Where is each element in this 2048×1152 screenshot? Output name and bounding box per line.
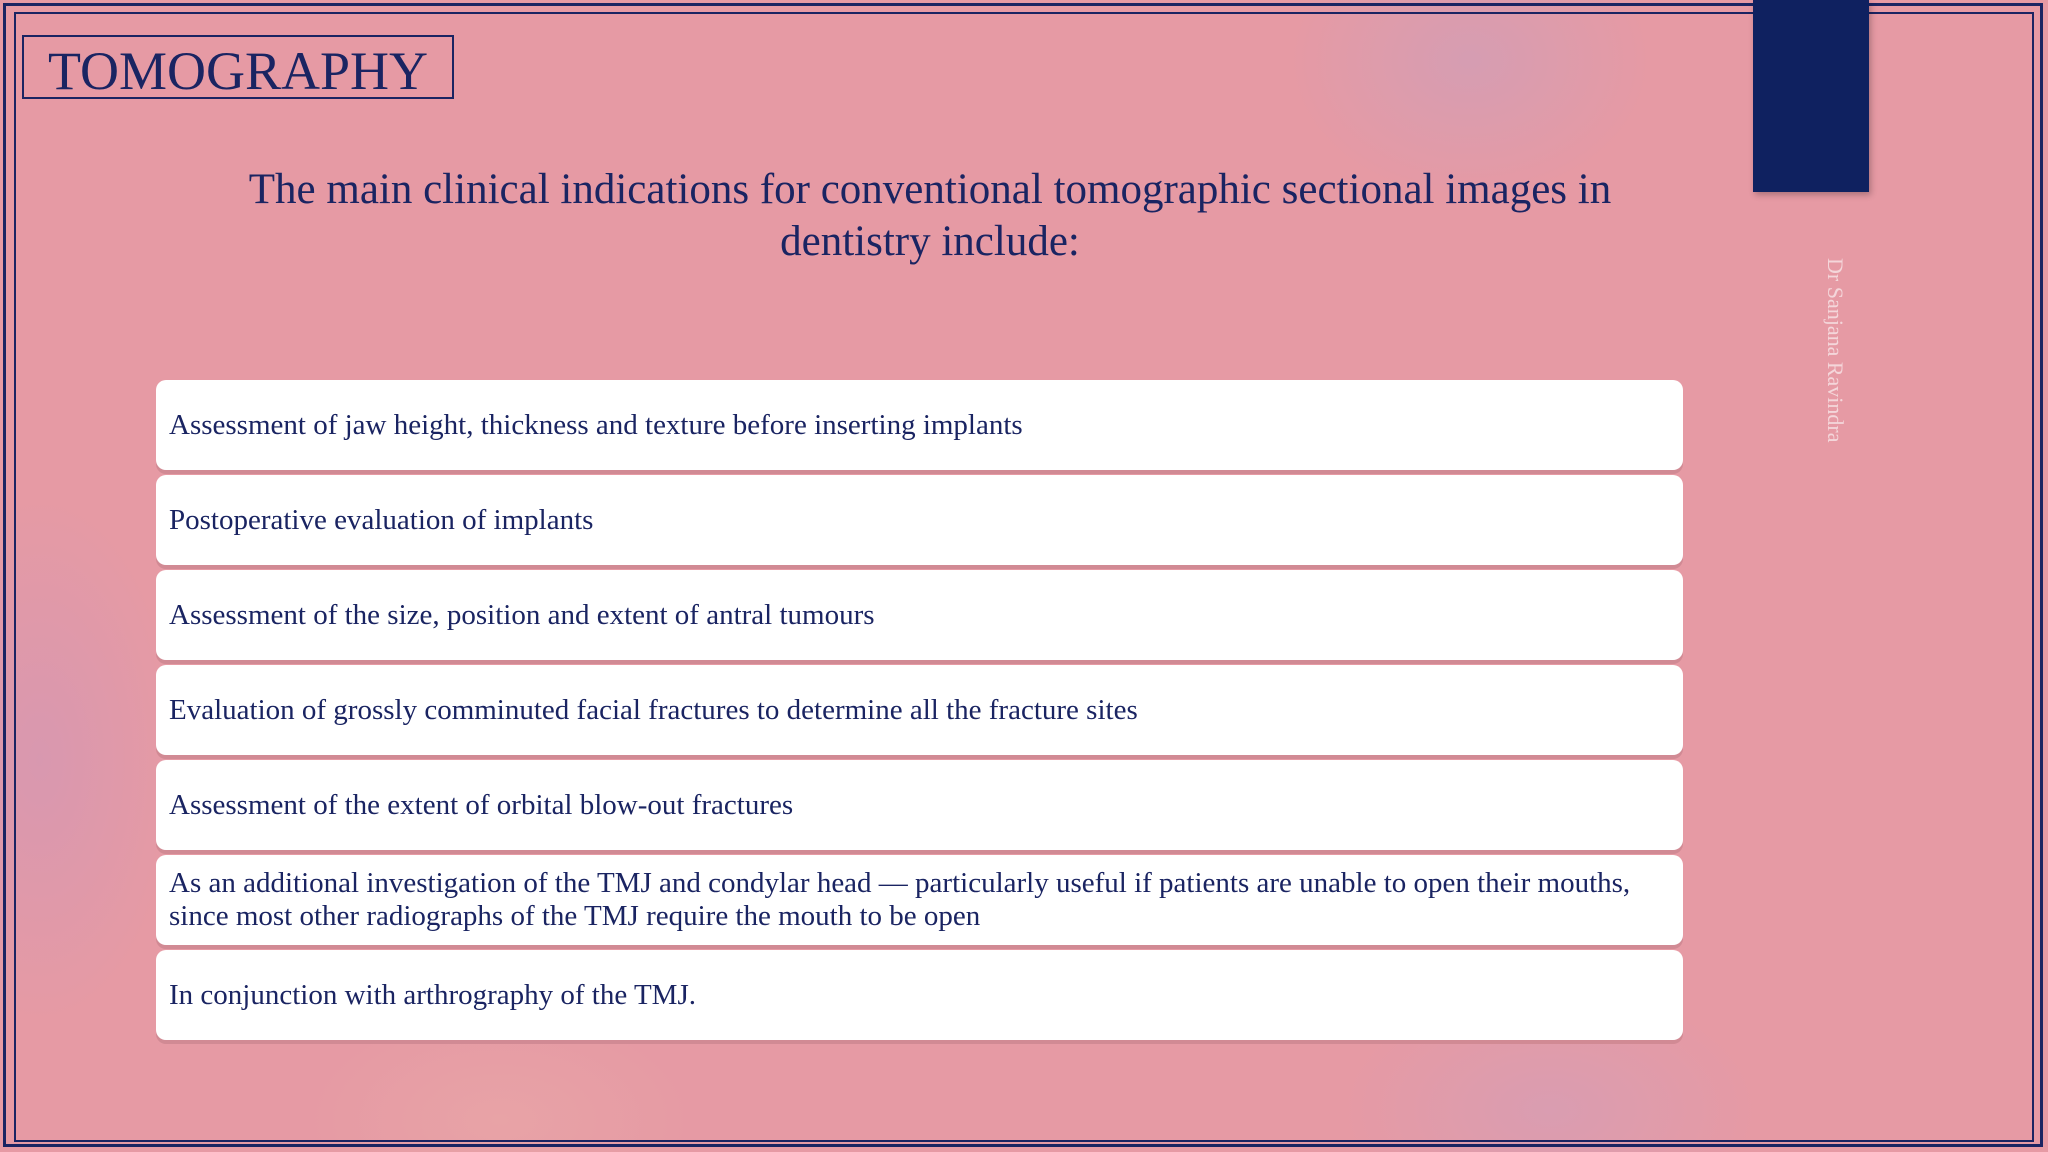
list-item-text: Postoperative evaluation of implants [169,503,594,536]
list-item [156,475,1683,565]
list-item-text: As an additional investigation of the TMJ and condylar head — particularly useful if patients are unable to open their mouths, since most other radiographs of the TMJ require the mouth to be open [169,867,1631,932]
slide-title: TOMOGRAPHY [47,41,429,101]
title-box [22,35,454,99]
corner-tab-decoration [1753,0,1869,192]
list-item [156,380,1683,470]
slide-subtitle: The main clinical indications for conventional tomographic sectional images in dentistry include: [248,166,1612,265]
list-item-text: Assessment of jaw height, thickness and texture before inserting implants [169,408,1023,441]
list-item [156,760,1683,850]
list-item-text: Assessment of the extent of orbital blow-out fractures [169,788,794,821]
list-item-text: Evaluation of grossly comminuted facial fractures to determine all the fracture sites [169,693,1138,726]
list-item [156,855,1683,945]
list-item [156,950,1683,1040]
list-item-text: Assessment of the size, position and extent of antral tumours [169,598,875,631]
list-item-text: In conjunction with arthrography of the TMJ. [169,978,696,1011]
author-credit: Dr Sanjana Ravindra [1823,258,1848,443]
list-item [156,570,1683,660]
list-item [156,665,1683,755]
